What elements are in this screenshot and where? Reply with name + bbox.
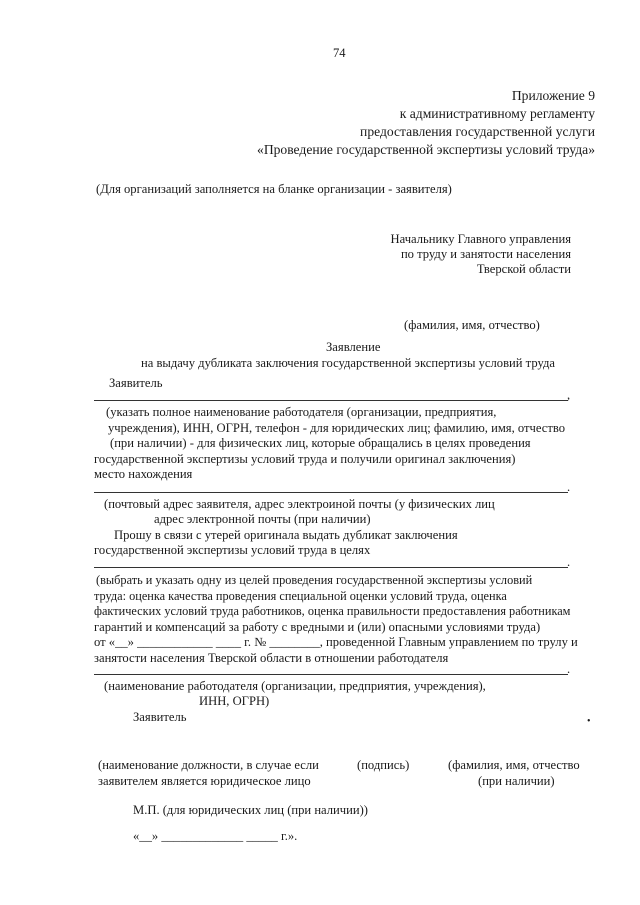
fio-caption: (фамилия, имя, отчество) bbox=[404, 318, 540, 332]
appendix-line-4: «Проведение государственной экспертизы условий труда» bbox=[257, 142, 595, 157]
applicant-label: Заявитель bbox=[109, 376, 163, 390]
hint-1-line-1: (указать полное наименование работодателя (организации, предприятия, bbox=[106, 405, 497, 419]
line-end-dot-3: . bbox=[567, 662, 571, 676]
hint-2-line-1: (почтовый адрес заявителя, адрес электроиной почты (у физических лиц bbox=[104, 497, 495, 511]
position-caption-line-2: заявителем является юридическое лицо bbox=[98, 774, 311, 788]
letterhead-note: (Для организаций заполняется на бланке организации - заявителя) bbox=[96, 182, 452, 196]
hint-3-line-4: гарантий и компенсаций за работу с вредными и (или) опасными условиями труда) bbox=[94, 620, 541, 634]
line-end-dot: . bbox=[567, 480, 571, 494]
hint-3-line-1: (выбрать и указать одну из целей проведения государственной экспертизы условий bbox=[96, 573, 533, 587]
location-label: место нахождения bbox=[94, 467, 193, 481]
request-line-2: государственной экспертизы условий труда в целях bbox=[94, 543, 371, 557]
request-line-1: Прошу в связи с утерей оригинала выдать дубликат заключения bbox=[114, 528, 458, 542]
hint-4-line-2: ИНН, ОГРН) bbox=[199, 694, 270, 708]
hint-3-line-6: занятости населения Тверской области в отношении работодателя bbox=[94, 651, 449, 665]
hint-1-line-3: (при наличии) - для физических лиц, которые обращались в целях проведения bbox=[110, 436, 531, 450]
appendix-line-3: предоставления государственной услуги bbox=[360, 124, 595, 139]
hint-3-line-2: труда: оценка качества проведения специальной оценки условий труда, оценка bbox=[94, 589, 507, 603]
addressee-line-2: по труду и занятости населения bbox=[400, 247, 571, 261]
applicant-label-2: Заявитель bbox=[133, 710, 187, 724]
signer-fio-caption-line-2: (при наличии) bbox=[478, 774, 555, 788]
applicant-name-line bbox=[94, 400, 568, 401]
addressee-line-1: Начальнику Главного управления bbox=[390, 232, 571, 246]
signature-caption: (подпись) bbox=[357, 758, 410, 772]
employer-line bbox=[94, 674, 568, 675]
addressee-line-3: Тверской области bbox=[476, 262, 571, 276]
address-line bbox=[94, 492, 568, 493]
appendix-title: Приложение 9 bbox=[511, 88, 595, 103]
hint-4-line-1: (наименование работодателя (организации, предприятия, учреждения), bbox=[104, 679, 486, 693]
document-subtitle: на выдачу дубликата заключения государственной экспертизы условий труда bbox=[141, 356, 555, 370]
hint-1-line-4: государственной экспертизы условий труда и получили оригинал заключения) bbox=[94, 452, 516, 466]
document-title: Заявление bbox=[326, 340, 381, 354]
hint-1-line-2: учреждения), ИНН, ОГРН, телефон - для юридических лиц; фамилию, имя, отчество bbox=[108, 421, 566, 435]
date-line: «__» _____________ _____ г.». bbox=[133, 829, 298, 843]
appendix-line-2: к административному регламенту bbox=[399, 106, 595, 121]
signer-fio-caption-line-1: (фамилия, имя, отчество bbox=[448, 758, 580, 772]
purpose-line bbox=[94, 567, 568, 568]
line-end-comma: , bbox=[567, 388, 571, 402]
line-end-dot-2: . bbox=[567, 555, 571, 569]
stamp-note: М.П. (для юридических лиц (при наличии)) bbox=[133, 803, 368, 817]
position-caption-line-1: (наименование должности, в случае если bbox=[98, 758, 319, 772]
hint-3-line-5: от «__» ____________ ____ г. № ________, проведенной Главным управлением по трулу и bbox=[94, 635, 578, 649]
hint-2-line-2: адрес электронной почты (при наличии) bbox=[154, 512, 371, 526]
stray-mark: • bbox=[587, 716, 591, 727]
hint-3-line-3: фактических условий труда работников, оценка правильности предоставления работникам bbox=[94, 604, 571, 618]
page-number: 74 bbox=[333, 46, 346, 60]
